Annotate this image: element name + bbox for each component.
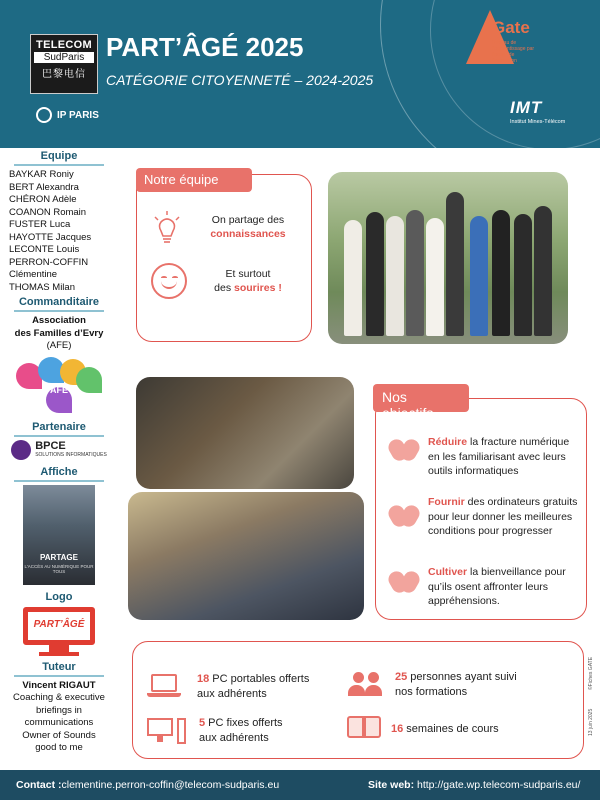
stat-laptops: 18 PC portables offerts aux adhérents [197, 673, 310, 700]
person-silhouette [470, 216, 488, 336]
objective-item: Cultiver la bienveillance pour qu’ils osent affronter leurs appréhensions. [428, 566, 566, 607]
training-photo [128, 492, 364, 620]
team-card-label: Notre équipe [136, 168, 252, 192]
stat-weeks: 16 semaines de cours [391, 723, 499, 735]
partenaire-heading: Partenaire [32, 420, 86, 433]
person-silhouette [534, 206, 552, 336]
tuteur-desc: good to me [35, 742, 83, 753]
sidebar [0, 148, 118, 770]
page-title: PART’ÂGÉ 2025 [106, 32, 304, 62]
stat-desktops: 5 PC fixes offerts aux adhérents [199, 717, 283, 744]
heart-hands-icon [390, 505, 420, 529]
book-icon [347, 716, 383, 740]
list-item: LECONTE Louis [9, 244, 80, 255]
person-silhouette [344, 220, 362, 336]
credit-note: ©Fiches GATE [588, 656, 594, 690]
affiche-heading: Affiche [40, 465, 78, 478]
laptop-icon [147, 674, 181, 700]
bpce-logo: BPCE SOLUTIONS INFORMATIQUES [0, 440, 118, 460]
website-info: Site web: http://gate.wp.telecom-sudparis.eu/ [368, 779, 581, 791]
list-item: BERT Alexandra [9, 181, 79, 193]
team-item-knowledge: On partage des connaissances [210, 214, 286, 240]
bpce-icon [11, 440, 31, 460]
person-silhouette [426, 218, 444, 336]
tuteur-desc: Owner of Sounds [22, 729, 96, 741]
tuteur-heading: Tuteur [42, 660, 76, 673]
list-item: CHÉRON Adèle [9, 194, 77, 205]
person-silhouette [366, 212, 384, 336]
team-card [136, 174, 312, 342]
website-link[interactable]: http://gate.wp.telecom-sudparis.eu/ [414, 779, 581, 791]
tuteur-name: Vincent RIGAUT [22, 679, 96, 691]
workshop-photo [136, 377, 354, 489]
date-note: 13 juin 2025 [588, 708, 594, 736]
person-silhouette [492, 210, 510, 336]
divider [14, 164, 104, 166]
tuteur-desc: briefings in [36, 704, 82, 716]
smile-icon [151, 263, 187, 299]
divider [14, 310, 104, 312]
team-photo [328, 172, 568, 344]
list-item: COANON Romain [9, 206, 87, 218]
list-item: FUSTER Luca [9, 219, 71, 230]
contact-email-link[interactable]: clementine.perron-coffin@telecom-sudparis.eu [61, 779, 280, 791]
list-item: BAYKAR Roniy [9, 169, 74, 180]
page-subtitle: CATÉGORIE CITOYENNETÉ – 2024-2025 [106, 72, 374, 88]
list-item: THOMAS Milan [9, 281, 75, 293]
commanditaire-abbr: (AFE) [46, 340, 72, 351]
tuteur-desc: communications [24, 717, 94, 728]
desktop-icon [147, 718, 187, 746]
contact-info: Contact :clementine.perron-coffin@telecom-sudparis.eu [16, 779, 280, 791]
divider [14, 480, 104, 482]
divider [14, 675, 104, 677]
imt-logo: IMT Institut Mines-Télécom [510, 98, 566, 125]
heart-hands-icon [390, 439, 420, 463]
divider [14, 435, 104, 437]
person-silhouette [406, 210, 424, 336]
gate-logo: Gate Réseau de l'apprentissage par l'action de l'innovation [466, 10, 542, 70]
ip-paris-icon [36, 107, 52, 123]
poster-image: PARTAGE L'ACCÈS AU NUMÉRIQUE POUR TOUS [23, 485, 95, 585]
heart-hands-icon [390, 571, 420, 595]
objectives-card [375, 398, 587, 620]
objective-item: Fournir des ordinateurs gratuits pour leur donner les meilleures conditions pour progresser [428, 496, 578, 537]
ip-paris-logo: IP PARIS [36, 107, 99, 123]
commanditaire-heading: Commanditaire [18, 296, 100, 308]
partage-logo: PART’ÂGÉ [21, 607, 97, 657]
list-item: PERRON-COFFIN Clémentine [9, 256, 89, 280]
page-header [0, 0, 600, 148]
equipe-heading: Equipe [40, 150, 78, 162]
tuteur-desc: Coaching & executive [13, 692, 105, 703]
stat-trained-people: 25 personnes ayant suivi nos formations [395, 671, 517, 698]
list-item: HAYOTTE Jacques [9, 231, 92, 243]
lightbulb-icon [153, 211, 181, 245]
page-footer [0, 770, 600, 800]
team-member-list [0, 169, 118, 294]
stats-card [132, 641, 584, 759]
person-silhouette [386, 216, 404, 336]
telecom-sudparis-logo: TELECOM SudParis 巴黎电信 [30, 34, 98, 94]
team-item-smiles: Et surtout des sourires ! [214, 268, 282, 294]
commanditaire-name: Association [32, 315, 86, 326]
afe-logo: AFE [14, 357, 104, 417]
person-silhouette [514, 214, 532, 336]
commanditaire-name: des Familles d’Evry [14, 327, 104, 339]
logo-heading: Logo [45, 590, 73, 603]
objectives-card-label: Nos objectifs [373, 384, 469, 412]
people-icon [347, 672, 385, 698]
objective-item: Réduire la fracture numérique en les familiarisant avec leurs outils informatiques [428, 436, 570, 477]
person-silhouette [446, 192, 464, 336]
